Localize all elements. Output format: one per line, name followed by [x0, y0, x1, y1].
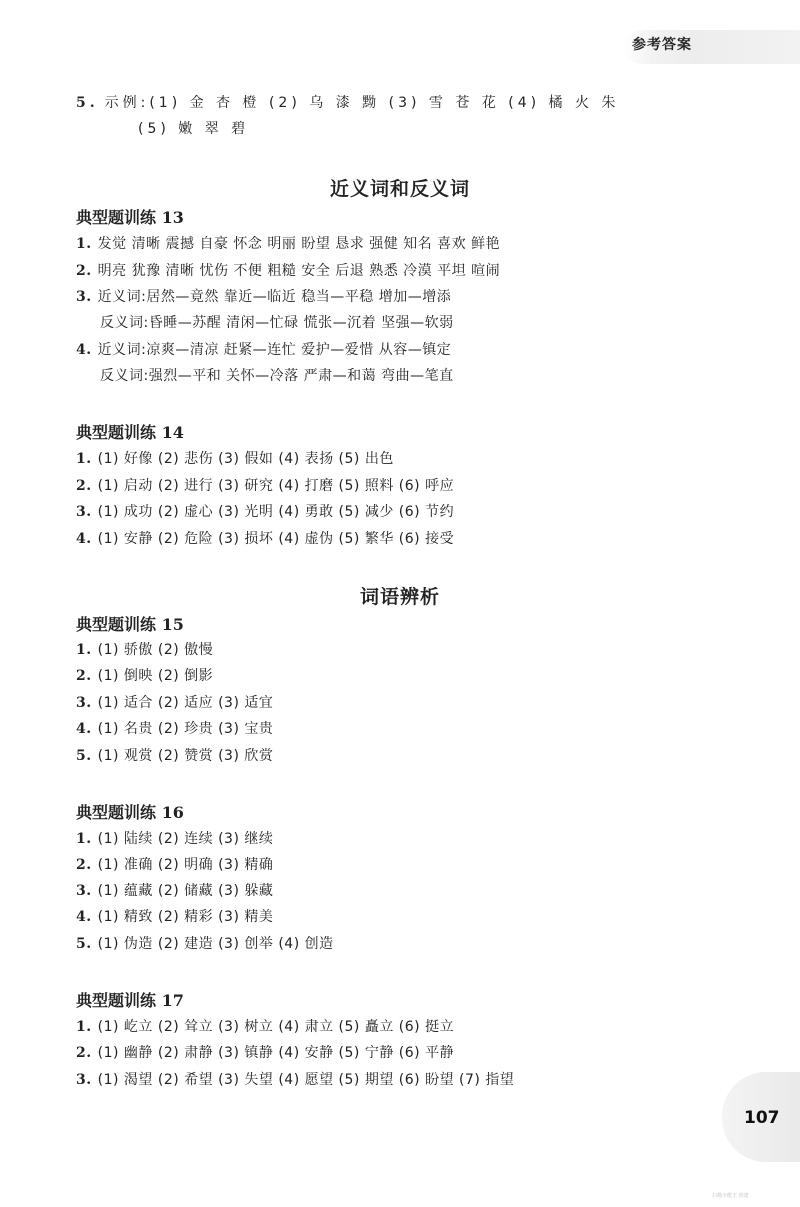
answer-line: 3. 近义词:居然—竟然 靠近—临近 稳当—平稳 增加—增添	[76, 289, 452, 305]
exercise-title: 典型题训练 16	[76, 803, 184, 822]
answer-line: 2. (1) 准确 (2) 明确 (3) 精确	[76, 857, 274, 873]
answer-line: 1. (1) 屹立 (2) 耸立 (3) 树立 (4) 肃立 (5) 矗立 (6) 挺立	[76, 1019, 455, 1035]
scanner-watermark: 扫描全能王 创建	[712, 1193, 749, 1199]
answer-line: 2. (1) 幽静 (2) 肃静 (3) 镇静 (4) 安静 (5) 宁静 (6) 平静	[76, 1045, 455, 1061]
answer-line: 3. (1) 成功 (2) 虚心 (3) 光明 (4) 勇敢 (5) 减少 (6) 节约	[76, 504, 455, 520]
exercise-title: 典型题训练 15	[76, 615, 184, 634]
answer-line: 4. (1) 名贵 (2) 珍贵 (3) 宝贵	[76, 721, 274, 737]
answer-line: 4. 近义词:凉爽—清凉 赶紧—连忙 爱护—爱惜 从容—镇定	[76, 342, 452, 358]
answer-line: 1. (1) 陆续 (2) 连续 (3) 继续	[76, 831, 274, 847]
section-title: 词语辨析	[359, 586, 440, 608]
answer-line: (5) 嫩 翠 碧	[138, 121, 250, 137]
answer-line: 2. (1) 倒映 (2) 倒影	[76, 668, 214, 684]
exercise-title: 典型题训练 14	[76, 423, 184, 442]
answer-line: 反义词:昏睡—苏醒 清闲—忙碌 慌张—沉着 坚强—软弱	[100, 315, 454, 331]
answer-line: 1. (1) 好像 (2) 悲伤 (3) 假如 (4) 表扬 (5) 出色	[76, 451, 394, 467]
page-number: 107	[744, 1108, 780, 1128]
answer-line: 2. 明亮 犹豫 清晰 忧伤 不便 粗糙 安全 后退 熟悉 冷漠 平坦 喧闹	[76, 263, 501, 279]
answer-line: 5. (1) 观赏 (2) 赞赏 (3) 欣赏	[76, 748, 274, 764]
answer-line: 1. 发觉 清晰 震撼 自豪 怀念 明丽 盼望 恳求 强健 知名 喜欢 鲜艳	[76, 236, 501, 252]
answer-line: 5. (1) 伪造 (2) 建造 (3) 创举 (4) 创造	[76, 936, 334, 952]
answer-line: 5. 示例:(1) 金 杏 橙 (2) 乌 漆 黝 (3) 雪 苍 花 (4) 橘 火 朱	[76, 95, 620, 111]
answer-line: 反义词:强烈—平和 关怀—冷落 严肃—和蔼 弯曲—笔直	[100, 368, 454, 384]
section-title: 近义词和反义词	[329, 178, 470, 200]
answer-line: 3. (1) 适合 (2) 适应 (3) 适宜	[76, 695, 274, 711]
exercise-title: 典型题训练 13	[76, 208, 184, 227]
running-header: 参考答案	[632, 37, 692, 53]
answer-line: 4. (1) 精致 (2) 精彩 (3) 精美	[76, 909, 274, 925]
answer-line: 1. (1) 骄傲 (2) 傲慢	[76, 642, 214, 658]
answer-line: 3. (1) 蕴藏 (2) 储藏 (3) 躲藏	[76, 883, 274, 899]
answer-line: 3. (1) 渴望 (2) 希望 (3) 失望 (4) 愿望 (5) 期望 (6) 盼望 (7) 指望	[76, 1072, 515, 1088]
answer-line: 2. (1) 启动 (2) 进行 (3) 研究 (4) 打磨 (5) 照料 (6) 呼应	[76, 478, 455, 494]
exercise-title: 典型题训练 17	[76, 991, 184, 1010]
answer-line: 4. (1) 安静 (2) 危险 (3) 损坏 (4) 虚伪 (5) 繁华 (6) 接受	[76, 531, 455, 547]
